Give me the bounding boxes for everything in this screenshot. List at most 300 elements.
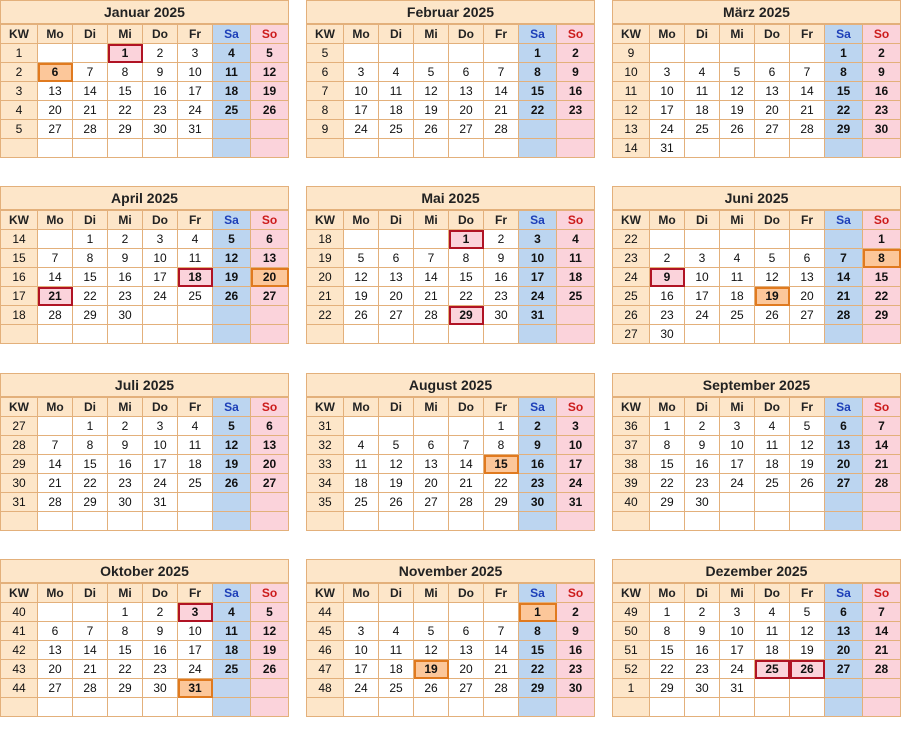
day-cell[interactable]: 22	[650, 660, 685, 679]
day-cell[interactable]: 17	[720, 455, 755, 474]
day-cell[interactable]: 10	[685, 268, 720, 287]
day-cell[interactable]: 14	[863, 622, 901, 641]
day-cell[interactable]: 7	[414, 249, 449, 268]
day-cell[interactable]: 29	[108, 120, 143, 139]
day-cell[interactable]: 6	[790, 249, 825, 268]
day-cell[interactable]: 20	[755, 101, 790, 120]
day-cell[interactable]: 13	[825, 436, 863, 455]
day-cell[interactable]: 15	[108, 641, 143, 660]
day-cell[interactable]: 29	[108, 679, 143, 698]
day-cell[interactable]: 20	[449, 660, 484, 679]
day-cell[interactable]: 23	[108, 474, 143, 493]
day-cell[interactable]: 15	[108, 82, 143, 101]
day-cell[interactable]: 25	[178, 287, 213, 306]
day-cell[interactable]: 18	[685, 101, 720, 120]
day-cell[interactable]: 29	[484, 493, 519, 512]
day-cell[interactable]: 27	[414, 493, 449, 512]
day-cell[interactable]: 21	[414, 287, 449, 306]
day-cell[interactable]: 6	[449, 622, 484, 641]
day-cell[interactable]: 25	[755, 474, 790, 493]
day-cell[interactable]: 28	[790, 120, 825, 139]
day-cell[interactable]: 13	[38, 641, 73, 660]
day-cell[interactable]: 5	[379, 436, 414, 455]
day-cell[interactable]: 5	[251, 44, 289, 63]
day-cell[interactable]: 15	[825, 82, 863, 101]
day-cell[interactable]: 7	[863, 417, 901, 436]
day-cell[interactable]: 11	[344, 455, 379, 474]
day-cell[interactable]: 7	[863, 603, 901, 622]
day-cell[interactable]: 4	[557, 230, 595, 249]
day-cell[interactable]: 19	[790, 641, 825, 660]
day-cell[interactable]: 17	[720, 641, 755, 660]
day-cell[interactable]: 4	[379, 622, 414, 641]
day-cell[interactable]: 21	[863, 641, 901, 660]
day-cell[interactable]: 16	[863, 82, 901, 101]
day-cell[interactable]: 21	[38, 474, 73, 493]
day-cell[interactable]: 30	[557, 679, 595, 698]
day-cell[interactable]: 23	[685, 474, 720, 493]
day-cell[interactable]: 20	[38, 660, 73, 679]
day-cell[interactable]: 17	[178, 641, 213, 660]
day-cell[interactable]: 8	[73, 436, 108, 455]
day-cell[interactable]: 13	[449, 641, 484, 660]
day-cell[interactable]: 11	[178, 436, 213, 455]
day-cell[interactable]: 12	[790, 436, 825, 455]
day-cell[interactable]: 29	[519, 679, 557, 698]
day-cell[interactable]: 9	[108, 436, 143, 455]
day-cell[interactable]: 26	[379, 493, 414, 512]
day-cell[interactable]: 13	[790, 268, 825, 287]
day-cell[interactable]: 1	[825, 44, 863, 63]
day-cell[interactable]: 9	[108, 249, 143, 268]
day-cell[interactable]: 28	[38, 306, 73, 325]
day-cell[interactable]: 6	[379, 249, 414, 268]
day-cell[interactable]: 24	[720, 660, 755, 679]
day-cell[interactable]: 5	[720, 63, 755, 82]
day-cell[interactable]: 28	[414, 306, 449, 325]
day-cell[interactable]: 11	[720, 268, 755, 287]
day-cell[interactable]: 5	[790, 603, 825, 622]
day-cell[interactable]: 3	[650, 63, 685, 82]
day-cell[interactable]: 23	[484, 287, 519, 306]
holiday-day-cell[interactable]: 1	[449, 230, 484, 249]
day-cell[interactable]: 18	[379, 660, 414, 679]
day-cell[interactable]: 10	[143, 249, 178, 268]
day-cell[interactable]: 10	[720, 622, 755, 641]
day-cell[interactable]: 14	[38, 455, 73, 474]
day-cell[interactable]: 4	[213, 44, 251, 63]
day-cell[interactable]: 28	[73, 120, 108, 139]
day-cell[interactable]: 8	[108, 622, 143, 641]
day-cell[interactable]: 24	[685, 306, 720, 325]
holiday-day-cell[interactable]: 19	[414, 660, 449, 679]
day-cell[interactable]: 27	[449, 679, 484, 698]
day-cell[interactable]: 20	[825, 455, 863, 474]
day-cell[interactable]: 3	[720, 417, 755, 436]
day-cell[interactable]: 14	[825, 268, 863, 287]
day-cell[interactable]: 19	[251, 641, 289, 660]
day-cell[interactable]: 16	[685, 455, 720, 474]
day-cell[interactable]: 2	[650, 249, 685, 268]
day-cell[interactable]: 12	[414, 82, 449, 101]
day-cell[interactable]: 9	[685, 622, 720, 641]
day-cell[interactable]: 14	[449, 455, 484, 474]
day-cell[interactable]: 3	[344, 63, 379, 82]
day-cell[interactable]: 26	[414, 120, 449, 139]
day-cell[interactable]: 22	[863, 287, 901, 306]
day-cell[interactable]: 27	[38, 679, 73, 698]
day-cell[interactable]: 1	[484, 417, 519, 436]
day-cell[interactable]: 17	[685, 287, 720, 306]
day-cell[interactable]: 3	[143, 417, 178, 436]
day-cell[interactable]: 31	[143, 493, 178, 512]
day-cell[interactable]: 11	[379, 641, 414, 660]
day-cell[interactable]: 28	[863, 474, 901, 493]
day-cell[interactable]: 22	[825, 101, 863, 120]
day-cell[interactable]: 1	[650, 417, 685, 436]
day-cell[interactable]: 4	[178, 417, 213, 436]
day-cell[interactable]: 15	[73, 455, 108, 474]
day-cell[interactable]: 3	[519, 230, 557, 249]
day-cell[interactable]: 2	[108, 417, 143, 436]
day-cell[interactable]: 16	[519, 455, 557, 474]
day-cell[interactable]: 20	[790, 287, 825, 306]
day-cell[interactable]: 2	[557, 44, 595, 63]
day-cell[interactable]: 2	[519, 417, 557, 436]
day-cell[interactable]: 12	[790, 622, 825, 641]
day-cell[interactable]: 19	[344, 287, 379, 306]
day-cell[interactable]: 6	[251, 417, 289, 436]
day-cell[interactable]: 30	[108, 306, 143, 325]
day-cell[interactable]: 4	[344, 436, 379, 455]
day-cell[interactable]: 23	[685, 660, 720, 679]
day-cell[interactable]: 30	[685, 679, 720, 698]
day-cell[interactable]: 31	[519, 306, 557, 325]
holiday-day-cell[interactable]: 21	[38, 287, 73, 306]
day-cell[interactable]: 9	[143, 622, 178, 641]
day-cell[interactable]: 19	[720, 101, 755, 120]
day-cell[interactable]: 6	[755, 63, 790, 82]
day-cell[interactable]: 29	[825, 120, 863, 139]
day-cell[interactable]: 24	[143, 287, 178, 306]
day-cell[interactable]: 4	[379, 63, 414, 82]
day-cell[interactable]: 11	[213, 622, 251, 641]
day-cell[interactable]: 1	[108, 603, 143, 622]
day-cell[interactable]: 5	[213, 417, 251, 436]
day-cell[interactable]: 25	[557, 287, 595, 306]
day-cell[interactable]: 4	[755, 417, 790, 436]
day-cell[interactable]: 3	[143, 230, 178, 249]
day-cell[interactable]: 27	[755, 120, 790, 139]
day-cell[interactable]: 31	[720, 679, 755, 698]
day-cell[interactable]: 20	[825, 641, 863, 660]
day-cell[interactable]: 5	[755, 249, 790, 268]
day-cell[interactable]: 1	[863, 230, 901, 249]
day-cell[interactable]: 9	[557, 622, 595, 641]
day-cell[interactable]: 16	[143, 82, 178, 101]
day-cell[interactable]: 17	[519, 268, 557, 287]
holiday-day-cell[interactable]: 8	[863, 249, 901, 268]
day-cell[interactable]: 12	[414, 641, 449, 660]
day-cell[interactable]: 26	[720, 120, 755, 139]
day-cell[interactable]: 4	[755, 603, 790, 622]
day-cell[interactable]: 28	[484, 679, 519, 698]
holiday-day-cell[interactable]: 31	[178, 679, 213, 698]
day-cell[interactable]: 18	[557, 268, 595, 287]
day-cell[interactable]: 9	[143, 63, 178, 82]
day-cell[interactable]: 4	[213, 603, 251, 622]
day-cell[interactable]: 10	[650, 82, 685, 101]
day-cell[interactable]: 7	[790, 63, 825, 82]
day-cell[interactable]: 21	[73, 101, 108, 120]
day-cell[interactable]: 8	[449, 249, 484, 268]
day-cell[interactable]: 21	[449, 474, 484, 493]
day-cell[interactable]: 21	[863, 455, 901, 474]
day-cell[interactable]: 6	[251, 230, 289, 249]
day-cell[interactable]: 19	[379, 474, 414, 493]
day-cell[interactable]: 19	[790, 455, 825, 474]
day-cell[interactable]: 18	[344, 474, 379, 493]
day-cell[interactable]: 16	[650, 287, 685, 306]
day-cell[interactable]: 12	[755, 268, 790, 287]
day-cell[interactable]: 30	[863, 120, 901, 139]
day-cell[interactable]: 18	[178, 455, 213, 474]
day-cell[interactable]: 22	[449, 287, 484, 306]
day-cell[interactable]: 9	[519, 436, 557, 455]
day-cell[interactable]: 11	[685, 82, 720, 101]
day-cell[interactable]: 29	[650, 493, 685, 512]
day-cell[interactable]: 27	[449, 120, 484, 139]
day-cell[interactable]: 31	[178, 120, 213, 139]
day-cell[interactable]: 24	[720, 474, 755, 493]
day-cell[interactable]: 28	[825, 306, 863, 325]
day-cell[interactable]: 12	[344, 268, 379, 287]
day-cell[interactable]: 20	[38, 101, 73, 120]
day-cell[interactable]: 7	[38, 249, 73, 268]
day-cell[interactable]: 6	[825, 603, 863, 622]
day-cell[interactable]: 5	[414, 63, 449, 82]
holiday-day-cell[interactable]: 18	[178, 268, 213, 287]
day-cell[interactable]: 4	[178, 230, 213, 249]
day-cell[interactable]: 14	[484, 82, 519, 101]
day-cell[interactable]: 13	[38, 82, 73, 101]
day-cell[interactable]: 13	[414, 455, 449, 474]
day-cell[interactable]: 14	[484, 641, 519, 660]
day-cell[interactable]: 16	[685, 641, 720, 660]
day-cell[interactable]: 10	[720, 436, 755, 455]
day-cell[interactable]: 2	[685, 417, 720, 436]
day-cell[interactable]: 2	[143, 603, 178, 622]
day-cell[interactable]: 14	[73, 82, 108, 101]
day-cell[interactable]: 7	[73, 63, 108, 82]
day-cell[interactable]: 13	[825, 622, 863, 641]
day-cell[interactable]: 9	[484, 249, 519, 268]
day-cell[interactable]: 5	[344, 249, 379, 268]
day-cell[interactable]: 26	[414, 679, 449, 698]
day-cell[interactable]: 20	[251, 455, 289, 474]
holiday-day-cell[interactable]: 3	[178, 603, 213, 622]
day-cell[interactable]: 25	[213, 660, 251, 679]
day-cell[interactable]: 26	[755, 306, 790, 325]
day-cell[interactable]: 8	[73, 249, 108, 268]
day-cell[interactable]: 17	[344, 660, 379, 679]
day-cell[interactable]: 2	[685, 603, 720, 622]
day-cell[interactable]: 25	[213, 101, 251, 120]
day-cell[interactable]: 21	[790, 101, 825, 120]
holiday-day-cell[interactable]: 1	[519, 603, 557, 622]
day-cell[interactable]: 25	[178, 474, 213, 493]
day-cell[interactable]: 17	[557, 455, 595, 474]
day-cell[interactable]: 11	[755, 436, 790, 455]
day-cell[interactable]: 19	[213, 455, 251, 474]
day-cell[interactable]: 14	[73, 641, 108, 660]
day-cell[interactable]: 7	[825, 249, 863, 268]
day-cell[interactable]: 17	[143, 268, 178, 287]
day-cell[interactable]: 25	[720, 306, 755, 325]
day-cell[interactable]: 10	[178, 63, 213, 82]
day-cell[interactable]: 10	[178, 622, 213, 641]
day-cell[interactable]: 9	[557, 63, 595, 82]
day-cell[interactable]: 10	[344, 641, 379, 660]
day-cell[interactable]: 26	[251, 101, 289, 120]
day-cell[interactable]: 2	[108, 230, 143, 249]
day-cell[interactable]: 4	[685, 63, 720, 82]
day-cell[interactable]: 27	[790, 306, 825, 325]
day-cell[interactable]: 26	[213, 287, 251, 306]
holiday-day-cell[interactable]: 15	[484, 455, 519, 474]
day-cell[interactable]: 22	[484, 474, 519, 493]
day-cell[interactable]: 30	[519, 493, 557, 512]
day-cell[interactable]: 31	[557, 493, 595, 512]
day-cell[interactable]: 20	[379, 287, 414, 306]
day-cell[interactable]: 8	[108, 63, 143, 82]
day-cell[interactable]: 15	[650, 641, 685, 660]
day-cell[interactable]: 27	[825, 660, 863, 679]
day-cell[interactable]: 25	[379, 120, 414, 139]
holiday-day-cell[interactable]: 20	[251, 268, 289, 287]
day-cell[interactable]: 19	[213, 268, 251, 287]
day-cell[interactable]: 1	[73, 230, 108, 249]
day-cell[interactable]: 7	[484, 622, 519, 641]
day-cell[interactable]: 19	[414, 101, 449, 120]
day-cell[interactable]: 28	[38, 493, 73, 512]
day-cell[interactable]: 12	[251, 63, 289, 82]
day-cell[interactable]: 20	[414, 474, 449, 493]
day-cell[interactable]: 5	[251, 603, 289, 622]
day-cell[interactable]: 21	[484, 660, 519, 679]
day-cell[interactable]: 16	[143, 641, 178, 660]
day-cell[interactable]: 21	[73, 660, 108, 679]
day-cell[interactable]: 24	[557, 474, 595, 493]
day-cell[interactable]: 23	[143, 101, 178, 120]
day-cell[interactable]: 17	[143, 455, 178, 474]
day-cell[interactable]: 18	[213, 82, 251, 101]
day-cell[interactable]: 14	[38, 268, 73, 287]
day-cell[interactable]: 4	[720, 249, 755, 268]
day-cell[interactable]: 17	[650, 101, 685, 120]
day-cell[interactable]: 3	[557, 417, 595, 436]
day-cell[interactable]: 8	[650, 622, 685, 641]
day-cell[interactable]: 19	[251, 82, 289, 101]
day-cell[interactable]: 8	[825, 63, 863, 82]
day-cell[interactable]: 26	[790, 474, 825, 493]
day-cell[interactable]: 27	[825, 474, 863, 493]
day-cell[interactable]: 12	[213, 249, 251, 268]
day-cell[interactable]: 30	[143, 679, 178, 698]
day-cell[interactable]: 15	[650, 455, 685, 474]
day-cell[interactable]: 15	[863, 268, 901, 287]
day-cell[interactable]: 16	[108, 455, 143, 474]
day-cell[interactable]: 31	[650, 139, 685, 158]
holiday-day-cell[interactable]: 26	[790, 660, 825, 679]
day-cell[interactable]: 7	[73, 622, 108, 641]
day-cell[interactable]: 6	[449, 63, 484, 82]
day-cell[interactable]: 25	[379, 679, 414, 698]
day-cell[interactable]: 14	[790, 82, 825, 101]
day-cell[interactable]: 3	[685, 249, 720, 268]
day-cell[interactable]: 21	[484, 101, 519, 120]
day-cell[interactable]: 7	[449, 436, 484, 455]
day-cell[interactable]: 12	[213, 436, 251, 455]
day-cell[interactable]: 15	[449, 268, 484, 287]
day-cell[interactable]: 13	[251, 436, 289, 455]
day-cell[interactable]: 18	[755, 641, 790, 660]
day-cell[interactable]: 10	[344, 82, 379, 101]
day-cell[interactable]: 30	[650, 325, 685, 344]
day-cell[interactable]: 28	[73, 679, 108, 698]
day-cell[interactable]: 11	[213, 63, 251, 82]
day-cell[interactable]: 27	[379, 306, 414, 325]
holiday-day-cell[interactable]: 9	[650, 268, 685, 287]
day-cell[interactable]: 6	[825, 417, 863, 436]
day-cell[interactable]: 28	[449, 493, 484, 512]
day-cell[interactable]: 10	[557, 436, 595, 455]
holiday-day-cell[interactable]: 1	[108, 44, 143, 63]
day-cell[interactable]: 23	[519, 474, 557, 493]
day-cell[interactable]: 6	[38, 622, 73, 641]
day-cell[interactable]: 13	[755, 82, 790, 101]
day-cell[interactable]: 9	[685, 436, 720, 455]
holiday-day-cell[interactable]: 6	[38, 63, 73, 82]
day-cell[interactable]: 18	[213, 641, 251, 660]
day-cell[interactable]: 22	[519, 660, 557, 679]
day-cell[interactable]: 17	[344, 101, 379, 120]
day-cell[interactable]: 13	[379, 268, 414, 287]
day-cell[interactable]: 11	[557, 249, 595, 268]
day-cell[interactable]: 2	[863, 44, 901, 63]
day-cell[interactable]: 23	[557, 101, 595, 120]
day-cell[interactable]: 24	[344, 679, 379, 698]
day-cell[interactable]: 9	[863, 63, 901, 82]
day-cell[interactable]: 12	[379, 455, 414, 474]
day-cell[interactable]: 7	[484, 63, 519, 82]
day-cell[interactable]: 10	[519, 249, 557, 268]
day-cell[interactable]: 21	[825, 287, 863, 306]
day-cell[interactable]: 23	[143, 660, 178, 679]
day-cell[interactable]: 25	[685, 120, 720, 139]
day-cell[interactable]: 18	[379, 101, 414, 120]
day-cell[interactable]: 27	[251, 474, 289, 493]
day-cell[interactable]: 29	[650, 679, 685, 698]
day-cell[interactable]: 20	[449, 101, 484, 120]
day-cell[interactable]: 22	[108, 101, 143, 120]
day-cell[interactable]: 5	[790, 417, 825, 436]
day-cell[interactable]: 8	[650, 436, 685, 455]
holiday-day-cell[interactable]: 19	[755, 287, 790, 306]
day-cell[interactable]: 23	[557, 660, 595, 679]
day-cell[interactable]: 24	[178, 101, 213, 120]
day-cell[interactable]: 3	[720, 603, 755, 622]
